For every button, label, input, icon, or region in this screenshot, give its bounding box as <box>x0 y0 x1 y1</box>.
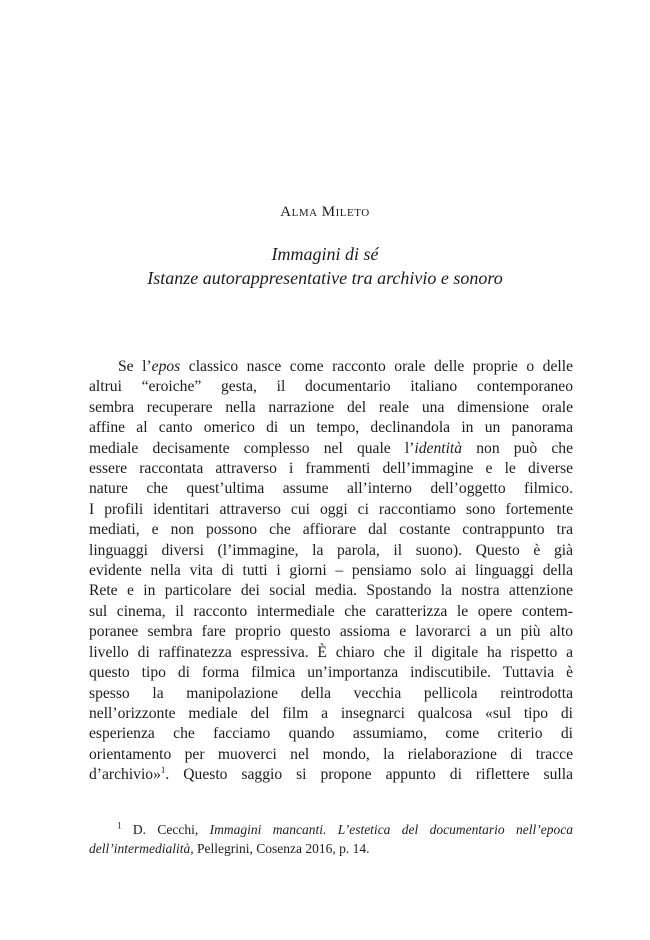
body-line: evidente nella vita di tutti i giorni – pensiamo solo ai linguaggi della <box>89 562 573 580</box>
body-line: affine al canto omerico di un tempo, declinandola in un panorama <box>89 419 573 437</box>
body-line: d’archivio»$^1$. Questo saggio si propone appunto di riflettere sulla <box>89 765 573 784</box>
body-line: spesso la manipolazione della vecchia pellicola reintrodotta <box>89 684 573 702</box>
body-line: sul cinema, il racconto intermediale che caratterizza le opere contem- <box>89 602 573 620</box>
body-line: sembra recuperare nella narrazione del reale una dimensione orale <box>89 398 573 416</box>
body-line: orientamento per muoverci nel mondo, la rielaborazione di tracce <box>89 745 573 763</box>
chapter-title-block <box>0 242 650 290</box>
body-line: poranee sembra fare proprio questo assioma e lavorarci a un più alto <box>89 623 573 641</box>
body-line: Rete e in particolare dei social media. Spostando la nostra attenzione <box>89 582 573 600</box>
body-paragraph <box>89 357 573 786</box>
footnote-number: 1 <box>117 820 122 831</box>
body-line: essere raccontata attraverso i frammenti dell’immagine e le diverse <box>89 460 573 478</box>
body-line: mediati, e non possono che affiorare dal costante contrappunto tra <box>89 521 573 539</box>
footnote-line: dell’intermedialità, Pellegrini, Cosenza 2016, p. 14. <box>89 841 370 856</box>
body-line: livello di raffinatezza espressiva. È chiaro che il digitale ha rispetto a <box>89 643 573 661</box>
body-line: I profili identitari attraverso cui oggi ci raccontiamo sono fortemente <box>89 500 573 518</box>
footnote-reference[interactable]: 1 <box>160 765 166 775</box>
body-line: esperienza che facciamo quando assumiamo, come criterio di <box>89 725 573 743</box>
body-line: nell’orizzonte mediale del film a insegnarci qualcosa «sul tipo di <box>89 704 573 722</box>
body-line: altrui “eroiche” gesta, il documentario italiano contemporaneo <box>89 378 573 396</box>
body-line: Se l’epos classico nasce come racconto orale delle proprie o delle <box>118 358 573 375</box>
footnote-line: $^1$ D. Cecchi, Immagini mancanti. L’estetica del documentario nell’epoca <box>117 820 573 837</box>
body-line: nature che quest’ultima assume all’interno dell’oggetto filmico. <box>89 480 573 498</box>
body-line: linguaggi diversi (l’immagine, la parola, il suono). Questo è già <box>89 541 573 559</box>
chapter-subtitle: Istanze autorappresentative tra archivio e sonoro <box>147 268 503 288</box>
body-line: questo tipo di forma filmica un’importanza indiscutibile. Tuttavia è <box>89 664 573 682</box>
chapter-title: Immagini di sé <box>271 244 379 264</box>
footnote <box>89 820 573 858</box>
author-name: Alma Mileto <box>280 204 370 220</box>
body-line: mediale decisamente complesso nel quale l’identità non può che <box>89 439 573 457</box>
